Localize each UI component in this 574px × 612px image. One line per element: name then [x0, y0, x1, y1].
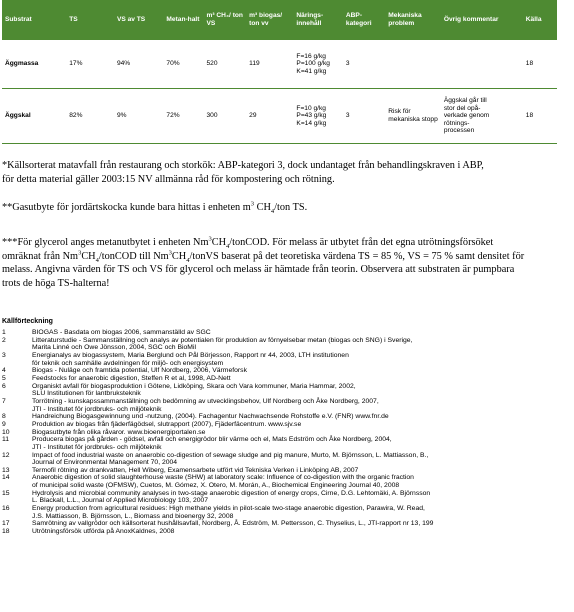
source-text: Hydrolysis and microbial community analyses in two-stage anaerobic digestion of energy crops, Cirne, D.G. Lehtomäki, A. Björnsson — [32, 489, 431, 497]
source-text: BIOGAS - Basdata om biogas 2006, sammanställd av SGC — [32, 329, 211, 336]
col-biogas: m³ biogas/ ton vv — [246, 0, 293, 40]
source-item — [2, 474, 562, 482]
source-number: 9 — [2, 420, 6, 428]
source-text: Anaerobic digestion of solid slaughterhouse waste (SHW) at laboratory scale: Influence of co-digestion with the organic fraction — [32, 474, 414, 482]
naring-line: P=43 g/kg — [296, 112, 327, 120]
fn3-sup: 3 — [208, 235, 212, 243]
source-text: Producera biogas på gården - gödsel, avfall och energigrödor blir värme och el, Mats Edström och Åke Nordberg, 2004, — [32, 436, 392, 444]
source-text: Journal of Environmental Management 70, 2004 — [32, 459, 178, 467]
source-item — [2, 444, 562, 452]
cell-biogas: 119 — [246, 40, 293, 89]
cell-ts: 82% — [66, 89, 114, 144]
fn3-text: CH — [81, 250, 96, 262]
fn3-sub: 4 — [95, 256, 99, 264]
kommentar-line: Äggskal går till — [443, 97, 487, 105]
col-kalla: Källa — [523, 0, 557, 40]
kommentar-line: verkade genom — [443, 112, 490, 120]
source-text: L. Blackall, L.L., Journal of Applied Microbiology 103, 2007 — [32, 497, 209, 505]
source-text: Energy production from agricultural residues: High methane yields in pilot-scale two-stage anaerobic digestion, Parawira, W. Read, — [32, 505, 425, 513]
fn3-text: omräknat från Nm — [2, 250, 79, 262]
col-ts: TS — [66, 0, 114, 40]
fn3-text: /tonCOD. För melass är utbytet från det egna utrötningsförsöket — [229, 237, 494, 248]
cell-abp: 3 — [343, 40, 385, 89]
source-text: Impact of food industrial waste on anaerobic co-digestion of sewage sludge and pig manure, Murto, M. Björnsson, L. Mattiasson, B., — [32, 451, 429, 459]
cell-vs: 9% — [114, 89, 163, 144]
source-item — [2, 413, 562, 421]
col-ch4: m³ CH₄/ ton VS — [203, 0, 246, 40]
source-number: 10 — [2, 428, 10, 436]
col-vs: VS av TS — [114, 0, 163, 40]
col-mek: Mekaniska problem — [385, 0, 441, 40]
mek-line: Risk för — [388, 108, 411, 116]
cell-ch4: 300 — [203, 89, 246, 144]
source-text: of municipal solid waste (OFMSW), Cuetos, M. Gómez, X. Otero, M. Morán, A., Biochemical Engineering Journal 40, 2008 — [32, 482, 400, 490]
cell-kommentar — [441, 40, 523, 89]
source-text: SLU Institutionen för lantbruksteknik — [32, 390, 141, 398]
source-number — [2, 406, 32, 414]
source-text: Organiskt avfall för biogasproduktion i Götene, Lidköping, Skara och Vara kommuner, Maria Hammar, 2002, — [32, 382, 356, 390]
source-item — [2, 520, 562, 528]
source-item — [2, 528, 562, 536]
source-number: 5 — [2, 374, 6, 382]
source-number: 6 — [2, 382, 6, 390]
cell-abp: 3 — [343, 89, 385, 144]
source-text: J.S. Mattiasson, B. Björnsson, L., Biomass and bioenergy 32, 2008 — [32, 512, 234, 520]
col-metan: Metan-halt — [163, 0, 203, 40]
source-text: Produktion av biogas från fjäderfägödsel, slutrapport (2007), Fjäderfäcentrum. www.sjv.se — [32, 420, 302, 428]
source-item — [2, 436, 562, 444]
cell-kalla: 18 — [523, 89, 557, 144]
cell-metan: 70% — [163, 40, 203, 89]
source-text: Torrötning - kunskapssammanställning och bedömning av utvecklingsbehov, Ulf Nordberg och Åke Nordberg, 2007, — [32, 397, 379, 405]
source-item — [2, 344, 562, 352]
source-text: Biogas - Nuläge och framtida potential, Ulf Nordberg, 2006, Värmeforsk — [32, 367, 247, 375]
kommentar-line: stor del opå- — [443, 104, 481, 112]
naring-line: K=41 g/kg — [296, 67, 327, 75]
cell-ch4: 520 — [203, 40, 246, 89]
source-number: 15 — [2, 489, 10, 497]
col-kommentar: Övrig kommentar — [441, 0, 523, 40]
source-number: 18 — [2, 528, 10, 536]
source-number: 1 — [2, 329, 6, 336]
cell-kommentar — [441, 89, 523, 144]
footnote-1-line: för detta material gäller 2003:15 NV allmänna råd för kompostering och rötning. — [2, 173, 335, 185]
source-item — [2, 467, 562, 475]
source-item — [2, 482, 562, 490]
source-text: Marita Linné och Owe Jönsson, 2004, SGC och BioMil — [32, 344, 196, 352]
cell-metan: 72% — [163, 89, 203, 144]
fn3-text: /tonCOD till Nm — [98, 250, 169, 262]
source-number: 11 — [2, 436, 10, 444]
source-item — [2, 421, 562, 429]
footnote-2-sub: 4 — [270, 208, 275, 216]
source-number: 2 — [2, 336, 6, 344]
cell-kalla: 18 — [523, 40, 557, 89]
source-item — [2, 406, 562, 414]
cell-naring — [293, 40, 342, 89]
source-number: 4 — [2, 367, 6, 375]
naring-line: P=100 g/kg — [296, 60, 330, 68]
fn3-sub: 4 — [186, 256, 190, 264]
source-item — [2, 505, 562, 513]
cell-mek — [385, 89, 441, 144]
source-text: Handreichung Biogasgewinnung und -nutzung, (2004). Fachagentur Nachwachsende Rohstoffe e.V. (FNR) www.fnr.de — [32, 413, 389, 421]
source-text: för teknik och samhälle avdelningen för miljö- och energisystem — [32, 359, 224, 367]
source-number — [2, 497, 32, 505]
footnote-3 — [2, 236, 562, 290]
source-item — [2, 329, 562, 337]
source-item — [2, 360, 562, 368]
source-item — [2, 367, 562, 375]
cell-naring — [293, 89, 342, 144]
footnote-3-line — [2, 236, 562, 250]
footnote-2-text: **Gasutbyte för jordärtskocka kunde bara hittas i enheten m — [2, 202, 251, 213]
footnote-3-line: melass. Angivna värden för TS och VS för glycerol och melass är hämtade från teorin. Observera att substraten är pumpbara — [2, 264, 515, 275]
footnote-2 — [2, 201, 562, 215]
naring-line: K=14 g/kg — [296, 119, 327, 127]
source-item — [2, 497, 562, 505]
fn3-sup: 3 — [78, 249, 82, 257]
source-item — [2, 459, 562, 467]
table-header-row — [2, 0, 557, 40]
fn3-text: CH — [171, 250, 187, 262]
source-number — [2, 459, 32, 467]
source-item — [2, 398, 562, 406]
substrate-table — [2, 0, 557, 144]
source-text: Feedstocks for anaerobic digestion, Steffen R et al, 1998, AD-Nett — [32, 374, 231, 382]
source-item — [2, 383, 562, 391]
table-row — [2, 40, 557, 89]
footnote-2-text: CH — [254, 202, 271, 213]
source-item — [2, 337, 562, 345]
source-number — [2, 390, 32, 398]
source-number: 13 — [2, 466, 10, 474]
mek-line: mekaniska stopp — [388, 116, 438, 123]
cell-vs: 94% — [114, 40, 163, 89]
footnote-3-line — [2, 250, 562, 264]
cell-substrat: Äggmassa — [2, 40, 66, 89]
sources-title: Källförteckning — [2, 318, 53, 325]
source-number — [2, 344, 32, 352]
cell-substrat: Äggskal — [2, 89, 66, 144]
source-text: JTI - Institutet för jordbruks- och miljöteknik — [32, 405, 162, 413]
source-text: Litteraturstudie - Sammanställning och analys av potentialen för produktion av förnyelsebar metan (biogas och SNG) i Sverige, — [32, 336, 413, 344]
source-number: 14 — [2, 474, 10, 482]
footnote-3-line: trots de höga TS-halterna! — [2, 277, 110, 289]
source-text: Samrötning av vallgrödor och källsorterat hushållsavfall, Nordberg, Å. Edström, M. Pettersson, C. Thyselius, L., JTI-rapport nr 13, 199 — [32, 520, 434, 528]
col-substrat: Substrat — [2, 0, 66, 40]
source-text: Termofil rötning av drankvatten, Hell Wiberg, Examensarbete utfört vid Tekniska Verken i Linköping AB, 2007 — [32, 466, 359, 474]
source-text: Energianalys av biogassystem, Maria Berglund och Pål Börjesson, Rapport nr 44, 2003, LTH institutionen — [32, 351, 349, 359]
source-text: JTI - Institutet för jordbruks- och miljöteknik — [32, 443, 162, 451]
fn3-sub: 4 — [226, 243, 230, 251]
source-number — [2, 513, 32, 521]
source-number — [2, 444, 32, 452]
fn3-text: CH — [211, 237, 227, 248]
source-number — [2, 360, 32, 368]
source-item — [2, 352, 562, 360]
source-text: Utrötningsförsök utförda på AnoxKaldnes, 2008 — [32, 528, 175, 536]
kommentar-line: processen — [443, 127, 475, 135]
cell-biogas: 29 — [246, 89, 293, 144]
source-number: 17 — [2, 520, 10, 528]
fn3-sup: 3 — [168, 249, 172, 257]
source-number: 16 — [2, 505, 10, 513]
source-number: 12 — [2, 451, 10, 459]
source-number: 3 — [2, 351, 6, 359]
source-item — [2, 490, 562, 498]
naring-line: F=16 g/kg — [296, 52, 326, 60]
source-number — [2, 482, 32, 490]
footnote-1 — [2, 159, 562, 186]
fn3-text: ***För glycerol anges metanutbytet i enheten Nm — [2, 237, 209, 248]
col-naring: Närings-innehåll — [293, 0, 342, 40]
source-text: Biogasutbyte från olika råvaror. www.bioenergiportalen.se — [32, 428, 206, 436]
footnote-2-text: /ton TS. — [274, 202, 308, 213]
kommentar-line: rötnings- — [443, 119, 470, 127]
source-item — [2, 375, 562, 383]
cell-mek — [385, 40, 441, 89]
fn3-text: /tonVS baserat på det teoretiska värdena TS = 85 %, VS = 75 % samt densitet för — [189, 250, 525, 262]
source-item — [2, 452, 562, 460]
source-number: 8 — [2, 413, 6, 421]
footnote-1-line: *Källsorterat matavfall från restaurang och storkök: ABP-kategori 3, dock undantaget från behandlingskraven i ABP, — [2, 160, 484, 171]
table-row — [2, 89, 557, 144]
naring-line: F=10 g/kg — [296, 104, 326, 112]
cell-ts: 17% — [66, 40, 114, 89]
sources-list — [2, 329, 562, 536]
source-number: 7 — [2, 397, 6, 405]
col-abp: ABP-kategori — [343, 0, 385, 40]
source-item — [2, 390, 562, 398]
footnote-2-sup: 3 — [250, 200, 255, 208]
